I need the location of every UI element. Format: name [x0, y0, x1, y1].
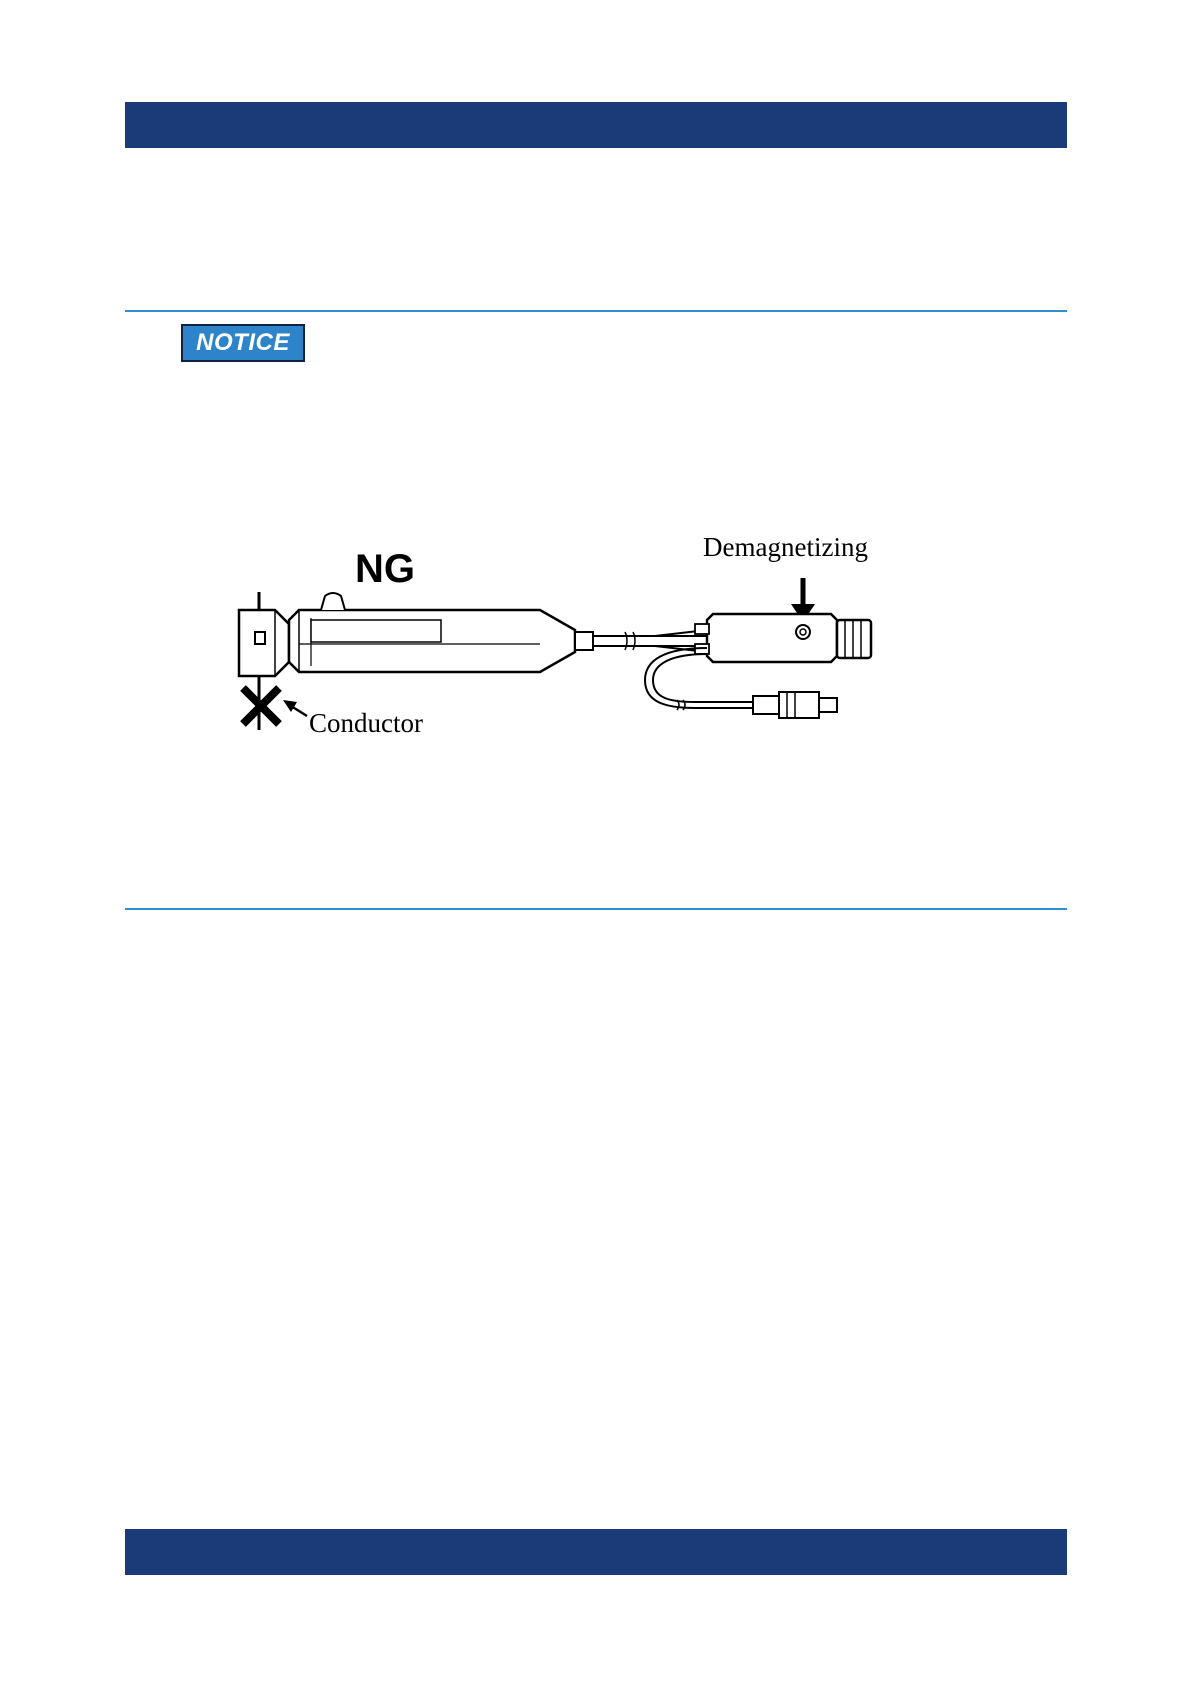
conductor-arrow-icon: [283, 700, 307, 716]
demagnetizing-label: Demagnetizing: [703, 532, 868, 562]
conductor-label: Conductor: [309, 708, 423, 738]
notice-bottom-rule: [125, 908, 1067, 910]
probe-illustration: [225, 520, 905, 760]
probe-body: [289, 593, 593, 672]
probe-head: [239, 610, 289, 676]
page-header-bar: [125, 102, 1067, 148]
x-mark-icon: [243, 688, 279, 724]
ng-label: NG: [355, 547, 415, 591]
notice-badge: [181, 324, 305, 362]
page-footer-bar: [125, 1529, 1067, 1575]
notice-label: NOTICE: [196, 329, 290, 356]
termination-box: [695, 614, 871, 662]
notice-top-rule: [125, 310, 1067, 312]
